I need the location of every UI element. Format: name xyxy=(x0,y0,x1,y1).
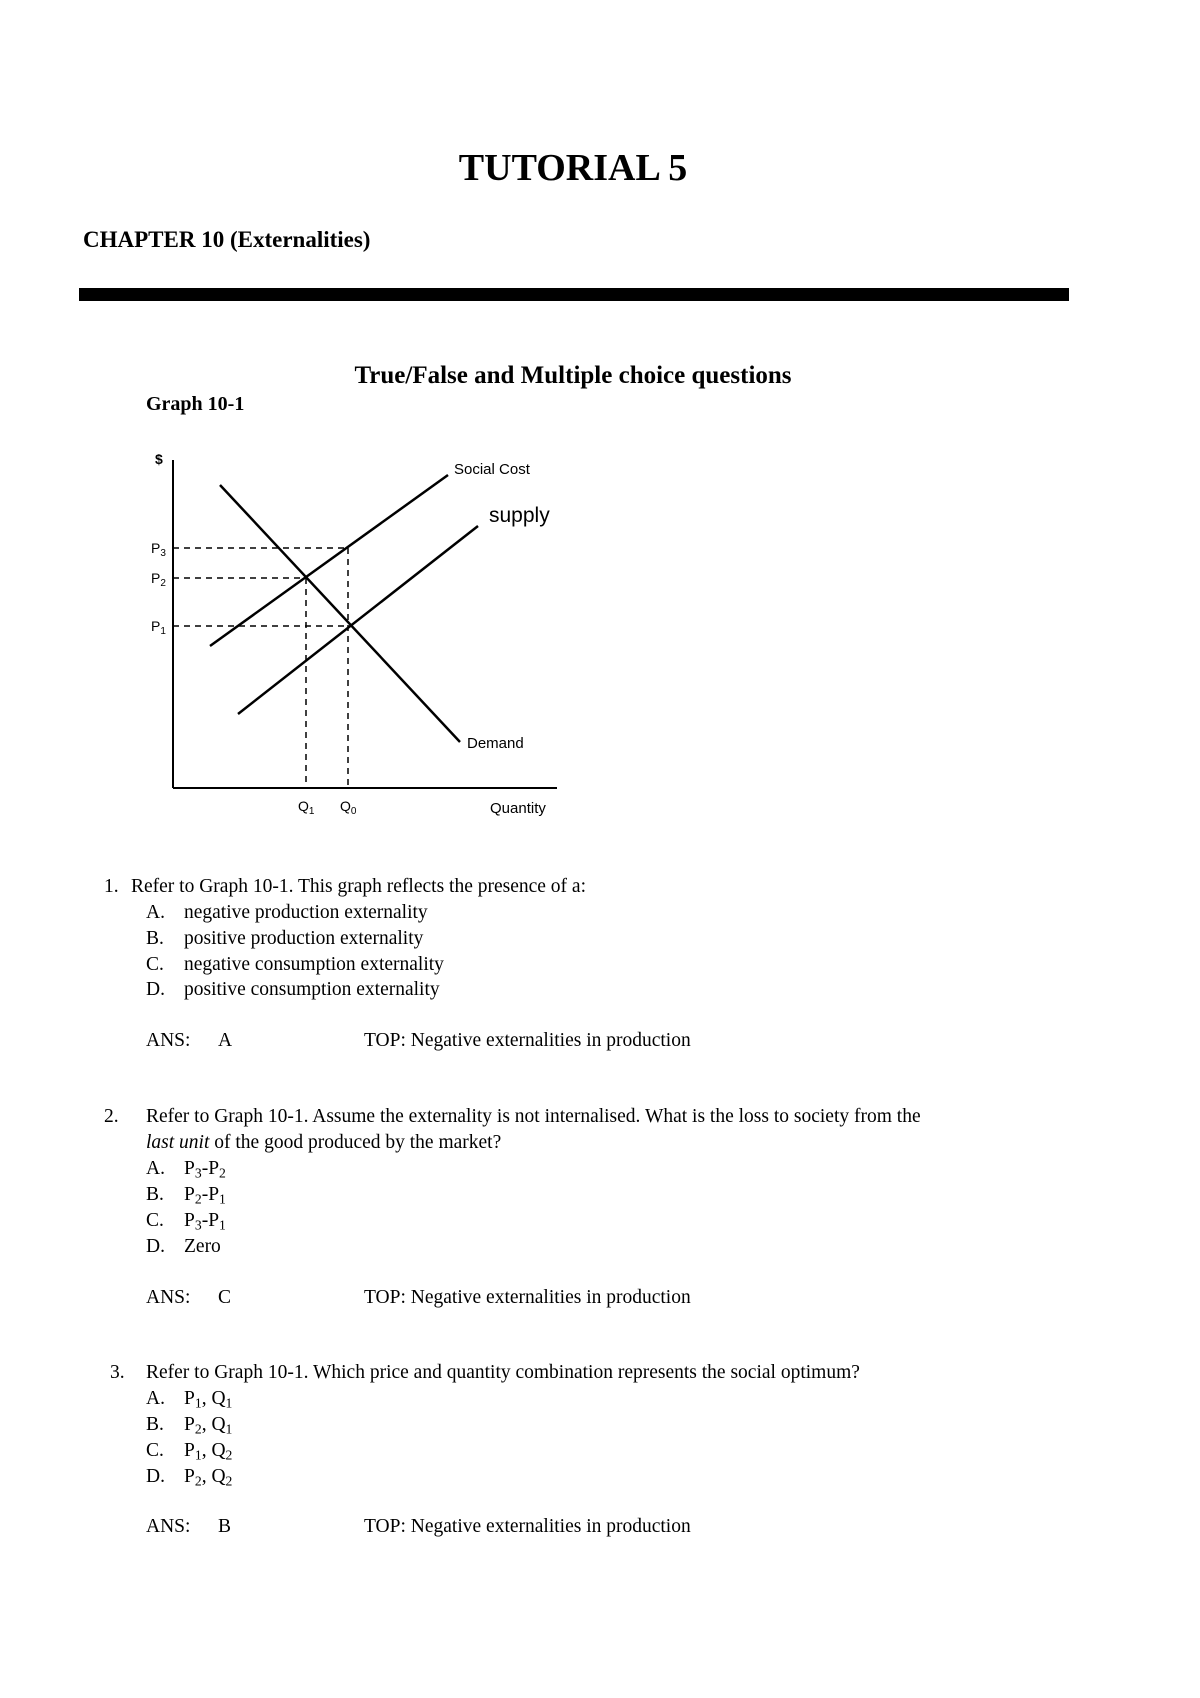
section-heading: True/False and Multiple choice questions xyxy=(354,362,792,389)
option-d[interactable]: D. Zero xyxy=(146,1236,221,1257)
option-b[interactable]: B. positive production externality xyxy=(146,928,424,949)
p1-tick-label: $P_1$ xyxy=(151,618,166,637)
p3-tick-label: $P_3$ xyxy=(151,540,166,559)
social-cost-curve xyxy=(210,475,448,646)
social-cost-label: Social Cost xyxy=(454,461,530,478)
answer-value: C xyxy=(218,1287,232,1308)
topic: TOP: Negative externalities in production xyxy=(364,1030,691,1051)
answer-label: ANS: xyxy=(146,1030,191,1051)
question-number: 1. xyxy=(104,876,119,897)
topic: TOP: Negative externalities in production xyxy=(364,1287,691,1308)
option-d[interactable]: D. positive consumption externality xyxy=(146,979,440,1000)
option-a[interactable]: A. $P_3-P_2$ xyxy=(146,1158,226,1181)
option-c[interactable]: C. $P_1$, $Q_2$ xyxy=(146,1440,233,1463)
graph-label: Graph 10-1 xyxy=(146,393,245,415)
demand-label: Demand xyxy=(467,735,524,752)
question-stem: Refer to Graph 10-1. Which price and quantity combination represents the social optimum? xyxy=(146,1362,860,1383)
option-d[interactable]: D. $P_2$, $Q_2$ xyxy=(146,1466,233,1489)
option-c[interactable]: C. $P_3-P_1$ xyxy=(146,1210,226,1233)
x-axis-label: Quantity xyxy=(490,800,546,817)
chapter-heading: CHAPTER 10 (Externalities) xyxy=(83,227,371,252)
option-a[interactable]: A. negative production externality xyxy=(146,902,428,923)
p2-tick-label: $P_2$ xyxy=(151,570,166,589)
question-stem-line-1: Refer to Graph 10-1. Assume the externality is not internalised. What is the loss to society from the xyxy=(146,1106,921,1127)
y-axis-label: $ xyxy=(155,451,163,467)
topic: TOP: Negative externalities in production xyxy=(364,1516,691,1537)
question-stem: Refer to Graph 10-1. This graph reflects the presence of a: xyxy=(131,876,587,897)
question-number: 3. xyxy=(110,1362,125,1383)
supply-curve xyxy=(238,526,478,714)
answer-value: A xyxy=(218,1030,233,1051)
option-c[interactable]: C. negative consumption externality xyxy=(146,954,444,975)
question-stem-line-2: last unit of the good produced by the market? xyxy=(146,1132,502,1153)
q1-tick-label: $Q_1$ xyxy=(298,798,315,817)
answer-value: B xyxy=(218,1516,232,1537)
question-number: 2. xyxy=(104,1106,119,1127)
option-b[interactable]: B. $P_2-P_1$ xyxy=(146,1184,226,1207)
q0-tick-label: $Q_0$ xyxy=(340,798,357,817)
option-b[interactable]: B. $P_2$, $Q_1$ xyxy=(146,1414,233,1437)
answer-label: ANS: xyxy=(146,1516,191,1537)
heading-divider xyxy=(79,288,1069,301)
option-a[interactable]: A. $P_1$, $Q_1$ xyxy=(146,1388,233,1411)
externality-graph xyxy=(140,440,620,830)
answer-label: ANS: xyxy=(146,1287,191,1308)
page-title: TUTORIAL 5 xyxy=(458,147,688,189)
supply-label: supply xyxy=(489,504,550,527)
